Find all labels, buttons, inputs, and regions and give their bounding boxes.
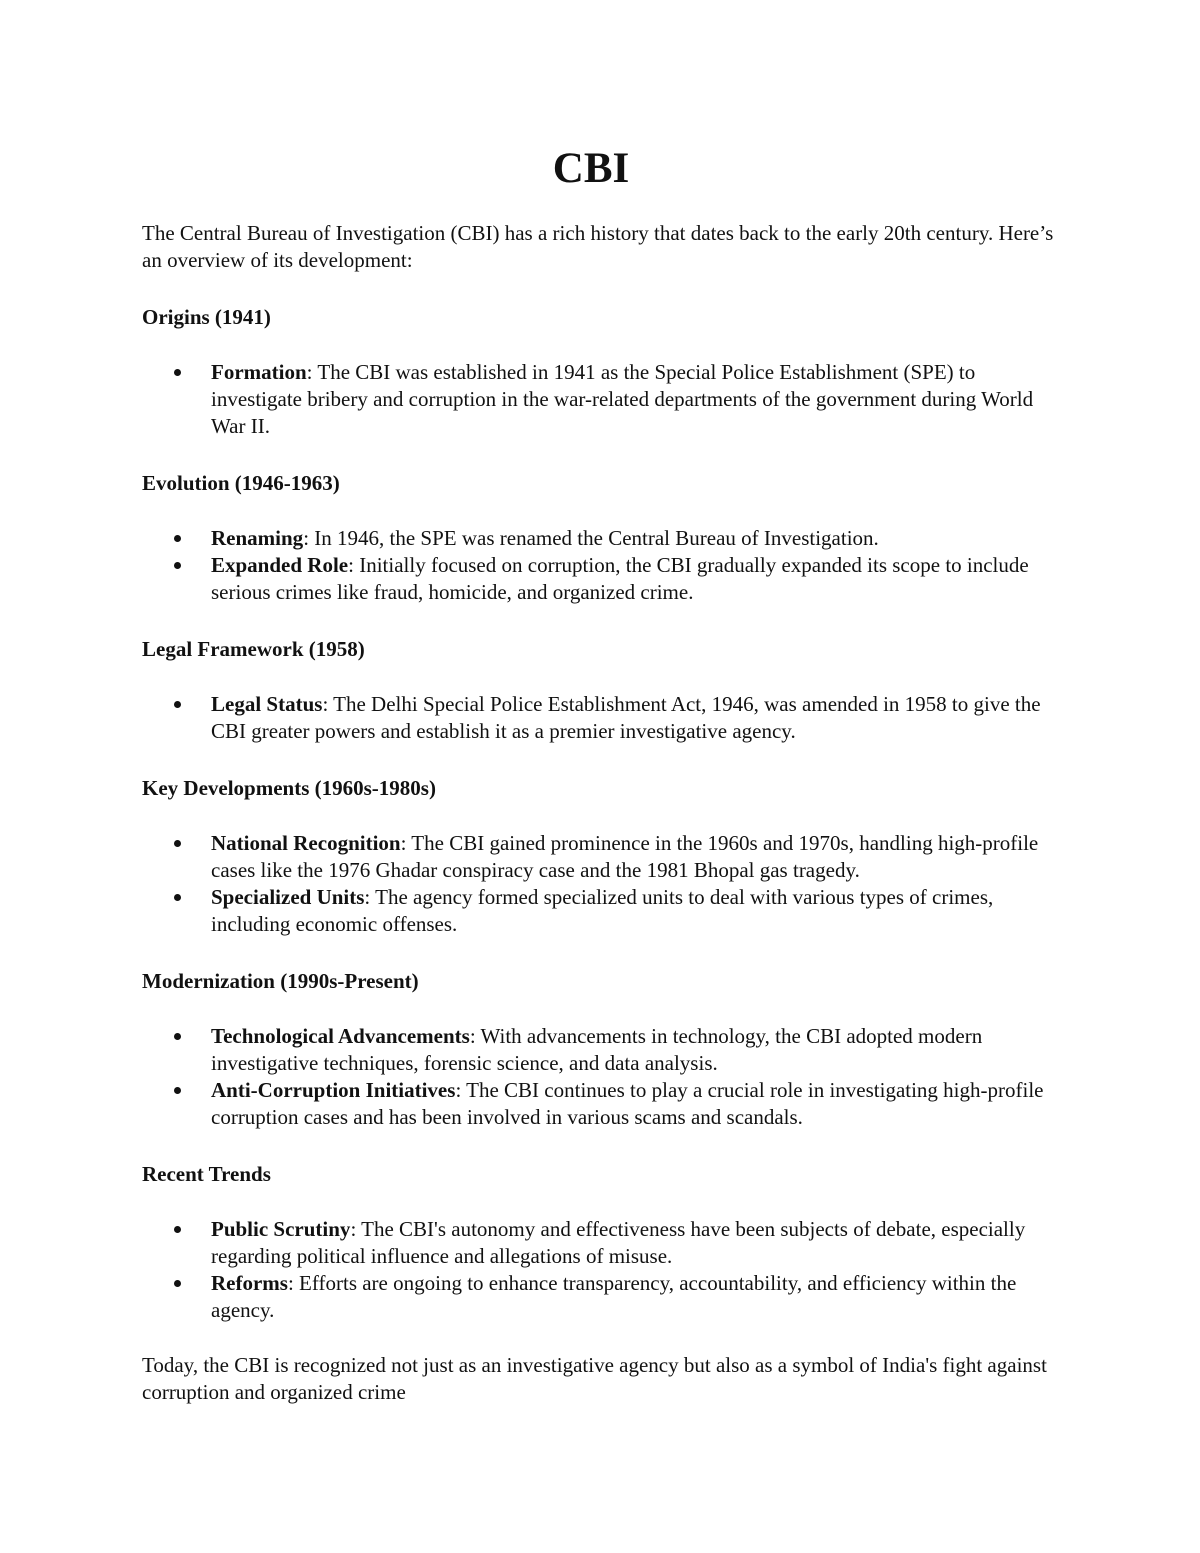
- bullet-list: [142, 691, 1062, 745]
- list-item: [142, 884, 1062, 938]
- list-item: [142, 1077, 1062, 1131]
- list-item: [142, 1023, 1062, 1077]
- item-term: Specialized Units: [211, 885, 365, 909]
- section-heading: Key Developments (1960s-1980s): [142, 776, 436, 800]
- section-heading: Recent Trends: [142, 1162, 271, 1186]
- document-page: [142, 140, 1062, 1406]
- section-heading: Origins (1941): [142, 305, 271, 329]
- bullet-icon: [174, 1087, 181, 1094]
- document-title: CBI: [552, 145, 630, 192]
- bullet-list: [142, 1216, 1062, 1324]
- item-text: : The CBI's autonomy and effectiveness have been subjects of debate, especially regarding political influence and allegations of misuse.: [211, 1217, 1026, 1268]
- item-term: National Recognition: [211, 831, 401, 855]
- item-term: Legal Status: [211, 692, 323, 716]
- list-item: [142, 691, 1062, 745]
- list-item: [142, 1216, 1062, 1270]
- list-item: [142, 552, 1062, 606]
- item-text: : The CBI gained prominence in the 1960s and 1970s, handling high-profile cases like the 1976 Ghadar conspiracy case and the 1981 Bhopal gas tragedy.: [211, 831, 1039, 882]
- bullet-icon: [174, 1033, 181, 1040]
- item-term: Reforms: [211, 1271, 288, 1295]
- bullet-icon: [174, 894, 181, 901]
- list-item: [142, 525, 1062, 552]
- bullet-icon: [174, 369, 181, 376]
- section-key-developments: [142, 775, 1062, 938]
- bullet-list: [142, 525, 1062, 606]
- list-item: [142, 359, 1062, 440]
- bullet-icon: [174, 1226, 181, 1233]
- bullet-list: [142, 1023, 1062, 1131]
- bullet-icon: [174, 701, 181, 708]
- item-text: : With advancements in technology, the CBI adopted modern investigative techniques, forensic science, and data analysis.: [211, 1024, 983, 1075]
- section-evolution: [142, 470, 1062, 606]
- list-item: [142, 830, 1062, 884]
- list-item: [142, 1270, 1062, 1324]
- section-heading: Evolution (1946-1963): [142, 471, 340, 495]
- section-modernization: [142, 968, 1062, 1131]
- item-text: : Efforts are ongoing to enhance transparency, accountability, and efficiency within the agency.: [211, 1271, 1017, 1322]
- item-term: Anti-Corruption Initiatives: [211, 1078, 456, 1102]
- intro-paragraph: The Central Bureau of Investigation (CBI) has a rich history that dates back to the early 20th century. Here’s an overview of its development:: [142, 221, 1054, 272]
- bullet-icon: [174, 535, 181, 542]
- section-origins: [142, 304, 1062, 440]
- section-recent-trends: [142, 1161, 1062, 1324]
- item-term: Renaming: [211, 526, 304, 550]
- section-heading: Legal Framework (1958): [142, 637, 365, 661]
- bullet-icon: [174, 562, 181, 569]
- closing-paragraph: Today, the CBI is recognized not just as an investigative agency but also as a symbol of India's fight against corruption and organized crime: [142, 1353, 1047, 1404]
- item-term: Formation: [211, 360, 307, 384]
- bullet-list: [142, 830, 1062, 938]
- item-text: : The CBI was established in 1941 as the Special Police Establishment (SPE) to investigate bribery and corruption in the war-related departments of the government during World War II.: [211, 360, 1034, 438]
- item-text: : The CBI continues to play a crucial role in investigating high-profile corruption cases and has been involved in various scams and scandals.: [211, 1078, 1044, 1129]
- bullet-icon: [174, 840, 181, 847]
- item-term: Technological Advancements: [211, 1024, 470, 1048]
- section-legal-framework: [142, 636, 1062, 745]
- section-heading: Modernization (1990s-Present): [142, 969, 419, 993]
- item-text: : In 1946, the SPE was renamed the Central Bureau of Investigation.: [303, 526, 879, 550]
- item-term: Public Scrutiny: [211, 1217, 351, 1241]
- bullet-list: [142, 359, 1062, 440]
- bullet-icon: [174, 1280, 181, 1287]
- item-text: : The Delhi Special Police Establishment Act, 1946, was amended in 1958 to give the CBI greater powers and establish it as a premier investigative agency.: [211, 692, 1041, 743]
- item-text: : Initially focused on corruption, the CBI gradually expanded its scope to include serious crimes like fraud, homicide, and organized crime.: [211, 553, 1029, 604]
- item-text: : The agency formed specialized units to deal with various types of crimes, including economic offenses.: [211, 885, 994, 936]
- item-term: Expanded Role: [211, 553, 349, 577]
